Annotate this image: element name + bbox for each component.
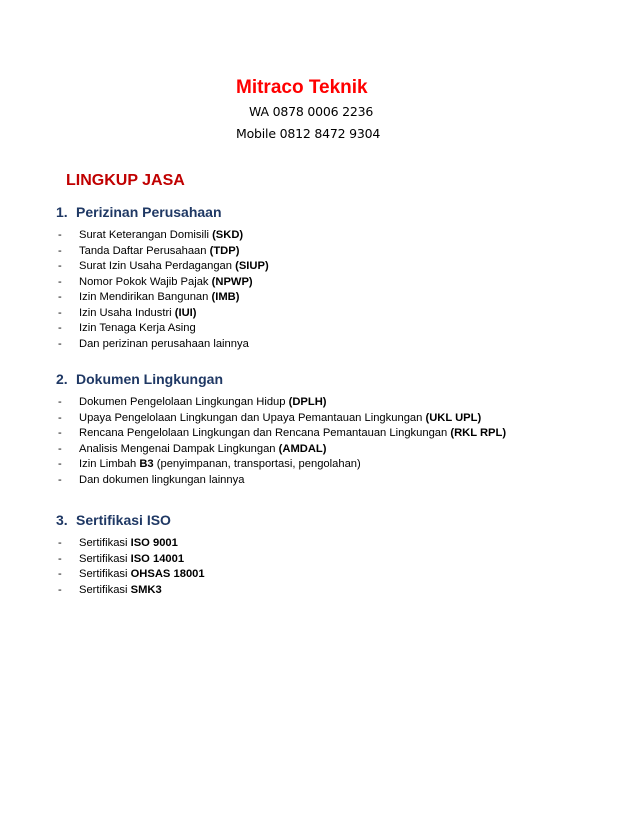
section-title: Perizinan Perusahaan	[76, 204, 222, 220]
dash-bullet: -	[58, 442, 62, 455]
item-label: Surat Keterangan Domisili	[79, 229, 213, 241]
item-code: (TDP)	[209, 244, 240, 257]
item-text	[79, 458, 361, 470]
item-text	[79, 276, 253, 288]
services-title: LINGKUP JASA	[66, 172, 185, 189]
item-text	[79, 260, 269, 272]
dash-bullet: -	[58, 537, 62, 549]
dash-bullet: -	[58, 427, 62, 439]
item-label: Izin Mendirikan Bangunan	[79, 291, 212, 303]
item-suffix: (penyimpanan, transportasi, pengolahan)	[153, 458, 361, 470]
dash-bullet: -	[58, 552, 62, 565]
section-number: 2.	[56, 371, 68, 387]
item-label: Rencana Pengelolaan Lingkungan dan Rencana Pemantauan Lingkungan	[79, 427, 451, 439]
dash-bullet: -	[58, 275, 62, 288]
dash-bullet: -	[58, 291, 62, 303]
item-text	[79, 474, 244, 486]
item-code: SMK3	[130, 583, 162, 596]
dash-bullet: -	[58, 458, 62, 470]
item-text	[79, 307, 197, 319]
item-text	[79, 396, 327, 408]
dash-bullet: -	[58, 337, 62, 350]
dash-bullet: -	[58, 322, 62, 334]
item-text	[79, 584, 162, 596]
item-text	[79, 229, 243, 241]
company-name: Mitraco Teknik	[236, 77, 368, 98]
dash-bullet: -	[58, 411, 62, 424]
item-label: Sertifikasi	[79, 568, 131, 580]
item-code: (RKL RPL)	[450, 427, 507, 439]
item-label: Dan dokumen lingkungan lainnya	[79, 473, 245, 486]
item-text	[79, 537, 178, 549]
section-title: Sertifikasi ISO	[76, 512, 171, 528]
item-code: B3	[139, 458, 154, 470]
item-text	[79, 443, 326, 455]
item-label: Dan perizinan perusahaan lainnya	[79, 337, 249, 350]
dash-bullet: -	[58, 473, 62, 486]
item-label: Analisis Mengenai Dampak Lingkungan	[79, 442, 279, 455]
item-code: OHSAS 18001	[130, 568, 205, 580]
whatsapp-number: WA 0878 0006 2236	[249, 104, 374, 119]
item-code: (IMB)	[211, 291, 240, 303]
section-title: Dokumen Lingkungan	[76, 371, 223, 387]
item-code: ISO 9001	[130, 537, 178, 549]
item-label: Nomor Pokok Wajib Pajak	[79, 275, 212, 288]
dash-bullet: -	[58, 229, 62, 241]
section-number: 3.	[56, 512, 68, 528]
item-text	[79, 412, 481, 424]
item-code: (SIUP)	[235, 260, 269, 272]
mobile-number: Mobile 0812 8472 9304	[236, 126, 381, 141]
item-label: Upaya Pengelolaan Lingkungan dan Upaya Pemantauan Lingkungan	[79, 411, 426, 424]
item-code: (AMDAL)	[278, 442, 327, 455]
section-heading	[56, 512, 171, 528]
item-text	[79, 568, 205, 580]
item-text	[79, 291, 239, 303]
item-label: Izin Limbah	[79, 458, 140, 470]
item-label: Tanda Daftar Perusahaan	[79, 244, 210, 257]
dash-bullet: -	[58, 583, 62, 596]
item-code: (NPWP)	[211, 275, 253, 288]
item-label: Dokumen Pengelolaan Lingkungan Hidup	[79, 396, 289, 408]
item-label: Sertifikasi	[79, 583, 131, 596]
item-code: (SKD)	[212, 229, 244, 241]
item-label: Izin Tenaga Kerja Asing	[79, 322, 196, 334]
section-heading	[56, 204, 222, 220]
dash-bullet: -	[58, 306, 62, 319]
item-code: (UKL UPL)	[425, 411, 482, 424]
dash-bullet: -	[58, 568, 62, 580]
item-text	[79, 245, 239, 257]
item-label: Sertifikasi	[79, 537, 131, 549]
item-code: (IUI)	[174, 306, 197, 319]
dash-bullet: -	[58, 260, 62, 272]
dash-bullet: -	[58, 244, 62, 257]
item-text	[79, 338, 249, 350]
item-text	[79, 553, 184, 565]
item-label: Izin Usaha Industri	[79, 306, 175, 319]
item-label: Sertifikasi	[79, 552, 131, 565]
item-code: (DPLH)	[288, 396, 327, 408]
item-code: ISO 14001	[130, 552, 185, 565]
dash-bullet: -	[58, 396, 62, 408]
section-number: 1.	[56, 204, 68, 220]
item-text	[79, 322, 196, 334]
section-heading	[56, 371, 223, 387]
item-label: Surat Izin Usaha Perdagangan	[79, 260, 236, 272]
item-text	[79, 427, 506, 439]
